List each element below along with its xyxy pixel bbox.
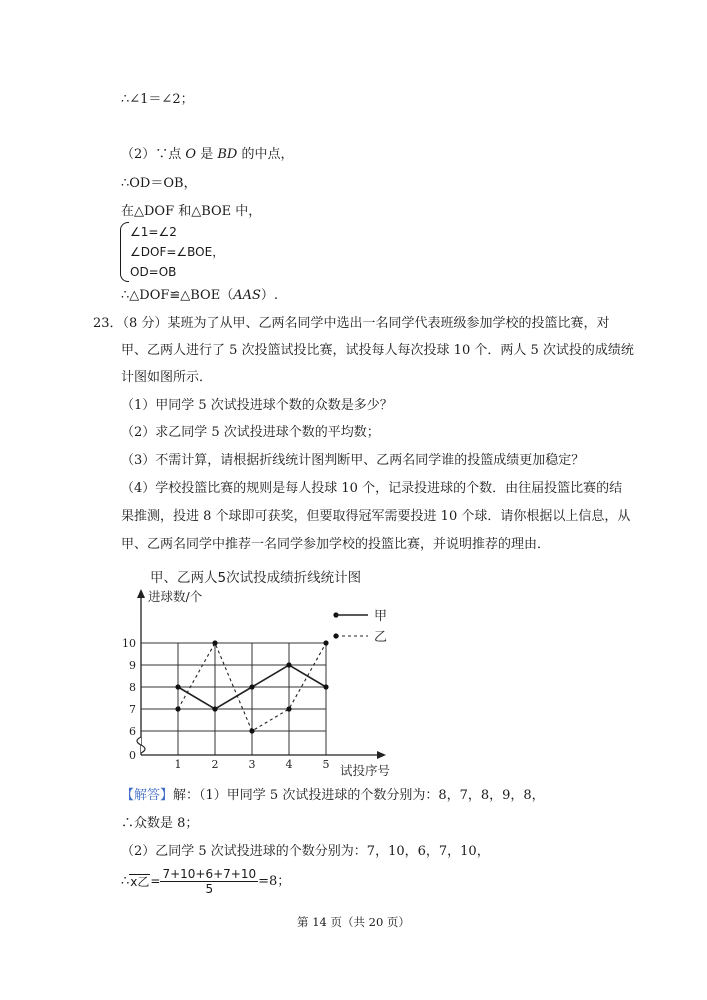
sub-question-2: （2）求乙同学 5 次试投进球个数的平均数； — [121, 425, 380, 440]
mean-x: x — [130, 875, 138, 889]
legend-label-2: 乙 — [374, 630, 388, 645]
data-point-series-2 — [212, 640, 217, 645]
x-tick-label: 5 — [322, 758, 330, 771]
x-axis-label: 试投序号 — [340, 763, 391, 778]
congruent-suffix: ）. — [260, 288, 279, 303]
proof-midpoint-prefix: （2）∵点 — [121, 147, 186, 162]
answer-line-2: ∴众数是 8； — [121, 816, 199, 831]
aas-label: AAS — [233, 288, 261, 303]
proof-line-triangles: 在△DOF 和△BOE 中， — [121, 204, 262, 219]
sub-question-4-line-1: （4）学校投篮比赛的规则是每人投球 10 个，记录投进球的个数．由往届投篮比赛的结 — [121, 481, 623, 496]
y-tick-label: 10 — [122, 637, 136, 650]
mean-subscript: 乙 — [137, 875, 150, 889]
data-point-series-2 — [175, 706, 180, 711]
data-point-series-2 — [323, 640, 328, 645]
mean-symbol — [129, 874, 150, 889]
fraction-denominator: 5 — [205, 882, 214, 896]
proof-midpoint-mid: 是 — [196, 147, 218, 162]
mean-fraction — [160, 867, 258, 896]
x-tick-label: 3 — [248, 758, 256, 771]
congruent-prefix: ∴△DOF≌△BOE（ — [121, 288, 234, 303]
chart-title: 甲、乙两人5次试投成绩折线统计图 — [150, 570, 362, 586]
y-tick-label: 7 — [129, 703, 136, 716]
x-axis-arrow — [377, 751, 386, 759]
data-point-series-1 — [323, 684, 328, 689]
proof-line-angle-equal: ∴∠1＝∠2； — [121, 92, 194, 107]
proof-midpoint-suffix: 的中点， — [237, 147, 294, 162]
answer-tag: 【解答】 — [121, 788, 174, 803]
y-tick-label: 8 — [129, 681, 136, 694]
line-chart — [110, 585, 410, 785]
legend-label-1: 甲 — [374, 609, 388, 624]
sub-question-3: （3）不需计算，请根据折线统计图判断甲、乙两名同学谁的投篮成绩更加稳定？ — [121, 453, 585, 468]
answer-line-4 — [121, 866, 290, 897]
therefore-symbol: ∴ — [121, 874, 130, 889]
system-eq-1: ∠1=∠2 — [130, 225, 177, 239]
system-eq-3: OD=OB — [130, 265, 177, 279]
proof-line-midpoint — [121, 147, 293, 163]
data-point-series-1 — [286, 662, 291, 667]
sub-question-1: （1）甲同学 5 次试投进球个数的众数是多少？ — [121, 398, 393, 413]
answer-line-3: （2）乙同学 5 次试投进球的个数分别为：7，10，6，7，10， — [121, 844, 490, 859]
y-axis-arrow — [137, 589, 145, 598]
page-footer: 第 14 页（共 20 页） — [297, 915, 410, 929]
question-23-line-1: 23．（8 分）某班为了从甲、乙两名同学中选出一名同学代表班级参加学校的投篮比赛，对 — [93, 316, 610, 331]
data-point-series-1 — [249, 684, 254, 689]
x-tick-label: 4 — [285, 758, 293, 771]
data-point-series-2 — [286, 706, 291, 711]
equals-sign: = — [150, 874, 161, 888]
y-tick-labels — [122, 637, 136, 762]
x-tick-label: 2 — [211, 758, 219, 771]
answer-line-1 — [121, 788, 545, 804]
chart-legend — [333, 609, 387, 645]
x-tick-labels — [175, 758, 330, 771]
y-tick-label: 0 — [129, 749, 136, 762]
sub-question-4-line-3: 甲、乙两名同学中推荐一名同学参加学校的投篮比赛，并说明推荐的理由． — [121, 537, 551, 552]
segment-BD: BD — [217, 147, 238, 162]
equation-system-brace — [120, 222, 129, 282]
proof-line-congruent — [121, 288, 278, 304]
data-point-series-1 — [212, 706, 217, 711]
x-tick-label: 1 — [174, 758, 182, 771]
axis-break-mark — [137, 737, 145, 753]
y-tick-label: 9 — [129, 659, 136, 672]
chart-grid — [141, 643, 326, 755]
y-tick-label: 6 — [129, 725, 136, 738]
point-O: O — [185, 147, 197, 162]
data-point-series-1 — [175, 684, 180, 689]
answer-line-1-text: 解：（1）甲同学 5 次试投进球的个数分别为：8，7，8，9，8， — [173, 788, 545, 803]
proof-line-od-ob: ∴OD＝OB， — [121, 176, 197, 191]
fraction-numerator: 7+10+6+7+10 — [162, 867, 257, 881]
system-eq-2: ∠DOF=∠BOE， — [130, 245, 225, 259]
question-23-line-2: 甲、乙两人进行了 5 次投篮试投比赛，试投每人每次投球 10 个．两人 5 次试投的成绩统 — [121, 343, 634, 358]
data-point-series-2 — [249, 728, 254, 733]
sub-question-4-line-2: 果推测，投进 8 个球即可获奖，但要取得冠军需要投进 10 个球．请你根据以上信息，从 — [121, 509, 631, 524]
mean-result: =8； — [258, 874, 291, 889]
question-23-line-3: 计图如图所示． — [121, 370, 213, 385]
y-axis-label: 进球数/个 — [148, 589, 203, 604]
